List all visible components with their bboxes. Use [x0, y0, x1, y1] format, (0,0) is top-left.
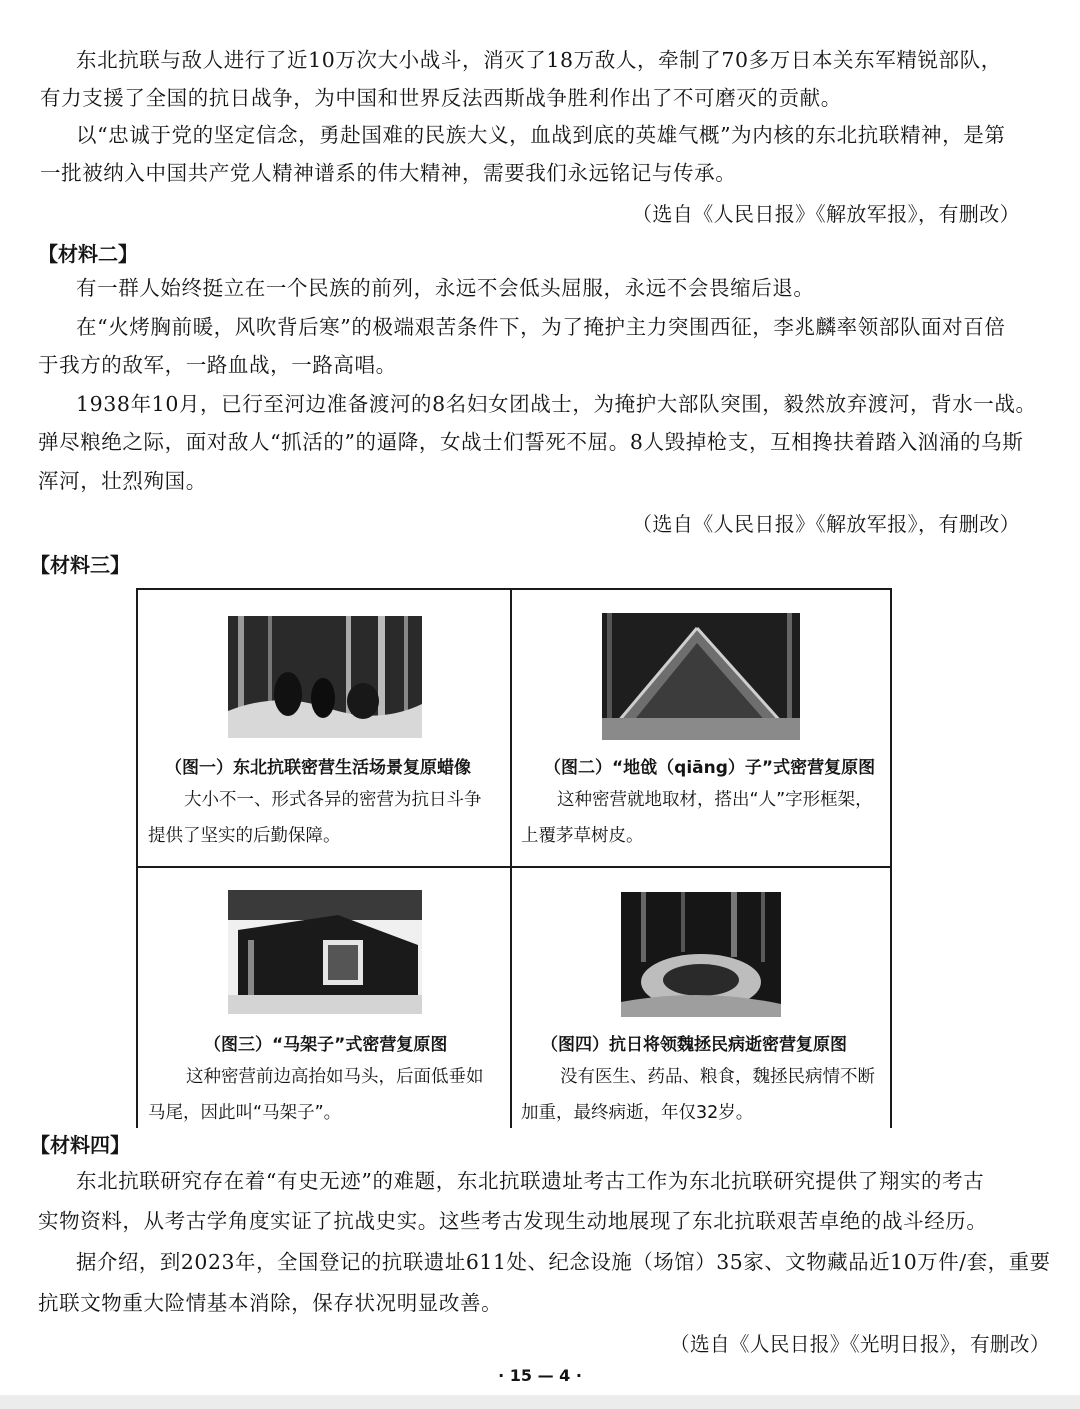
figure-4-desc-line-2: 加重，最终病逝，年仅32岁。 — [521, 1103, 754, 1123]
figure-1-desc-line-2: 提供了坚实的后勤保障。 — [148, 826, 341, 846]
material-four-line-1: 东北抗联研究存在着“有史无迹”的难题，东北抗联遗址考古工作为东北抗联研究提供了翔实的考古 — [76, 1169, 985, 1193]
figure-3-desc-line-1: 这种密营前边高抬如马头，后面低垂如 — [186, 1067, 484, 1087]
material-four-source: （选自《人民日报》《光明日报》，有删改） — [670, 1332, 1050, 1356]
figure-2-caption: （图二）“地戗（qiāng）子”式密营复原图 — [544, 758, 876, 778]
figure-3-desc-line-2: 马尾，因此叫“马架子”。 — [148, 1103, 342, 1123]
material-one-line-4: 一批被纳入中国共产党人精神谱系的伟大精神，需要我们永远铭记与传承。 — [40, 161, 737, 185]
figure-3-caption: （图三）“马架子”式密营复原图 — [204, 1035, 448, 1055]
material-two-heading: 【材料二】 — [38, 242, 138, 266]
material-four-line-3: 据介绍，到2023年，全国登记的抗联遗址611处、纪念设施（场馆）35家、文物藏品近10万件/套，重要 — [76, 1250, 1051, 1274]
material-four-line-2: 实物资料，从考古学角度实证了抗战史实。这些考古发现生动地展现了东北抗联艰苦卓绝的战斗经历。 — [38, 1209, 988, 1233]
figure-2-desc-line-1: 这种密营就地取材，搭出“人”字形框架， — [557, 790, 873, 810]
material-two-line-1: 有一群人始终挺立在一个民族的前列，永远不会低头屈服，永远不会畏缩后退。 — [76, 276, 815, 300]
material-two-line-5: 弹尽粮绝之际，面对敌人“抓活的”的逼降，女战士们誓死不屈。8人毁掉枪支，互相搀扶着踏入汹涌的乌斯 — [38, 430, 1024, 454]
figure-1-desc-line-1: 大小不一、形式各异的密营为抗日斗争 — [184, 790, 482, 810]
page-number: · 15 — 4 · — [498, 1366, 582, 1385]
wei-zhengmin-photo — [621, 892, 781, 1017]
bottom-strip — [0, 1395, 1080, 1409]
material-one-source: （选自《人民日报》《解放军报》，有删改） — [632, 202, 1020, 226]
material-one-line-1: 东北抗联与敌人进行了近10万次大小战斗，消灭了18万敌人，牵制了70多万日本关东军精锐部队， — [76, 48, 1002, 72]
wax-figure-photo — [228, 616, 422, 738]
material-two-line-3: 于我方的敌军，一路血战，一路高唱。 — [38, 353, 397, 377]
grid-divider-vertical — [510, 588, 512, 1128]
material-four-heading: 【材料四】 — [30, 1133, 130, 1157]
material-two-line-2: 在“火烤胸前暖，风吹背后寒”的极端艰苦条件下，为了掩护主力突围西征，李兆麟率领部队面对百倍 — [76, 315, 1006, 339]
material-two-line-6: 浑河，壮烈殉国。 — [38, 469, 207, 493]
material-two-line-4: 1938年10月，已行至河边准备渡河的8名妇女团战士，为掩护大部队突围，毅然放弃渡河，背水一战。 — [76, 392, 1037, 416]
material-three-heading: 【材料三】 — [30, 553, 130, 577]
material-one-line-3: 以“忠诚于党的坚定信念，勇赴国难的民族大义，血战到底的英雄气概”为内核的东北抗联精神，是第 — [76, 123, 1006, 147]
material-four-line-4: 抗联文物重大险情基本消除，保存状况明显改善。 — [38, 1291, 503, 1315]
figure-4-desc-line-1: 没有医生、药品、粮食，魏拯民病情不断 — [560, 1067, 875, 1087]
figure-2-desc-line-2: 上覆茅草树皮。 — [521, 826, 644, 846]
material-one-line-2: 有力支援了全国的抗日战争，为中国和世界反法西斯战争胜利作出了不可磨灭的贡献。 — [40, 86, 842, 110]
figure-1-caption: （图一）东北抗联密营生活场景复原蜡像 — [165, 758, 471, 778]
figure-4-caption: （图四）抗日将领魏拯民病逝密营复原图 — [541, 1035, 847, 1055]
material-two-source: （选自《人民日报》《解放军报》，有删改） — [632, 512, 1020, 536]
grid-divider-horizontal — [136, 866, 892, 868]
ma-jia-zi-photo — [228, 890, 422, 1014]
di-qiang-zi-photo — [602, 613, 800, 740]
